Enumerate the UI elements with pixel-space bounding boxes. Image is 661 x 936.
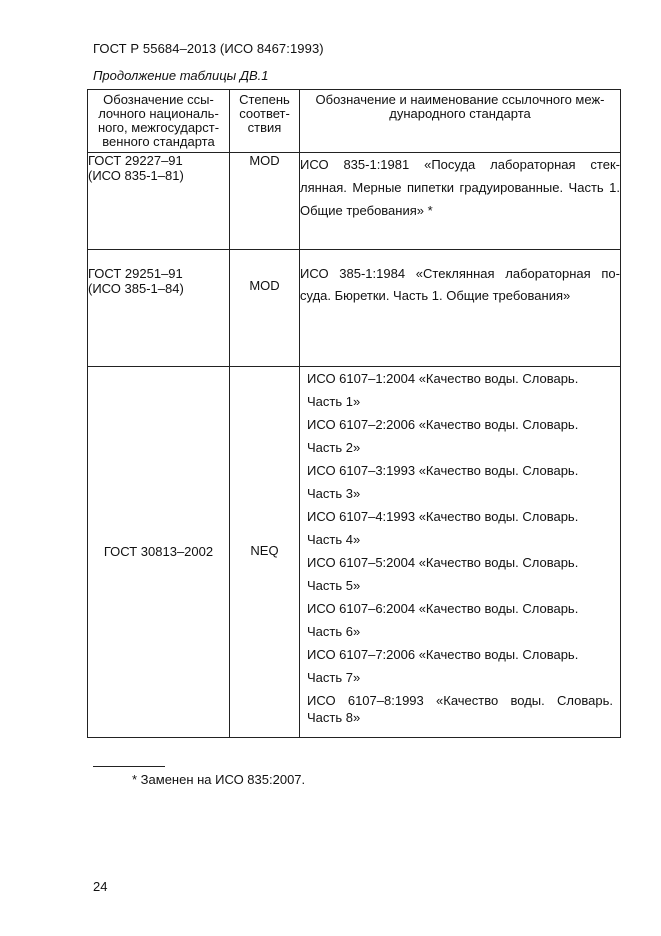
international-standard: ИСО 385-1:1984 «Стеклянная лабораторная по-суда. Бюретки. Часть 1. Общие требования» <box>300 266 620 303</box>
column-header-international <box>300 90 621 153</box>
national-standard-cell <box>88 367 230 738</box>
column-header-international-text: Обозначение и наименование ссылочного меж- дународного стандарта <box>315 92 605 121</box>
degree-cell <box>230 250 300 367</box>
footnote-separator <box>93 766 165 767</box>
degree-value: MOD <box>249 153 280 168</box>
international-standard: ИСО 6107–1:2004 «Качество воды. Словарь. Часть 1» <box>307 371 579 409</box>
degree-cell <box>230 153 300 250</box>
international-standard: ИСО 6107–4:1993 «Качество воды. Словарь. Часть 4» <box>307 509 579 547</box>
international-standard: ИСО 6107–7:2006 «Качество воды. Словарь. Часть 7» <box>307 647 579 685</box>
column-header-degree <box>230 90 300 153</box>
national-standard-cell <box>88 153 230 250</box>
document-header: ГОСТ Р 55684–2013 (ИСО 8467:1993) <box>93 41 324 56</box>
page-number: 24 <box>93 879 108 894</box>
international-standard-cell <box>300 250 621 367</box>
table-header-row <box>88 90 621 153</box>
table-row <box>88 367 621 738</box>
international-standard: ИСО 6107–6:2004 «Качество воды. Словарь. Часть 6» <box>307 601 579 639</box>
international-standard-cell <box>300 153 621 250</box>
degree-value: NEQ <box>250 542 279 558</box>
column-header-national-text: Обозначение ссы- лочного националь- ного, межгосударст- венного стандарта <box>97 92 220 149</box>
degree-cell <box>230 367 300 738</box>
national-standard: ГОСТ 29251–91 (ИСО 385-1–84) <box>88 266 184 296</box>
table-row <box>88 250 621 367</box>
international-standard: ИСО 835-1:1981 «Посуда лабораторная стек-лянная. Мерные пипетки градуированные. Часть 1. Общие требования» * <box>300 157 620 218</box>
international-standard: ИСО 6107–8:1993 «Качество воды. Словарь. Часть 8» <box>307 693 613 725</box>
degree-value: MOD <box>249 278 280 293</box>
international-standard-cell <box>300 367 621 738</box>
national-standard: ГОСТ 29227–91 (ИСО 835-1–81) <box>88 153 184 183</box>
table-caption: Продолжение таблицы ДВ.1 <box>93 68 269 83</box>
column-header-degree-text: Степень соответ- ствия <box>239 92 290 135</box>
reference-standards-table <box>87 89 621 738</box>
international-standard: ИСО 6107–3:1993 «Качество воды. Словарь. Часть 3» <box>307 463 579 501</box>
footnote: * Заменен на ИСО 835:2007. <box>132 772 306 787</box>
international-standard: ИСО 6107–2:2006 «Качество воды. Словарь. Часть 2» <box>307 417 579 455</box>
column-header-national <box>88 90 230 153</box>
international-standard: ИСО 6107–5:2004 «Качество воды. Словарь. Часть 5» <box>307 555 579 593</box>
national-standard: ГОСТ 30813–2002 <box>103 543 214 559</box>
national-standard-cell <box>88 250 230 367</box>
table-row <box>88 153 621 250</box>
